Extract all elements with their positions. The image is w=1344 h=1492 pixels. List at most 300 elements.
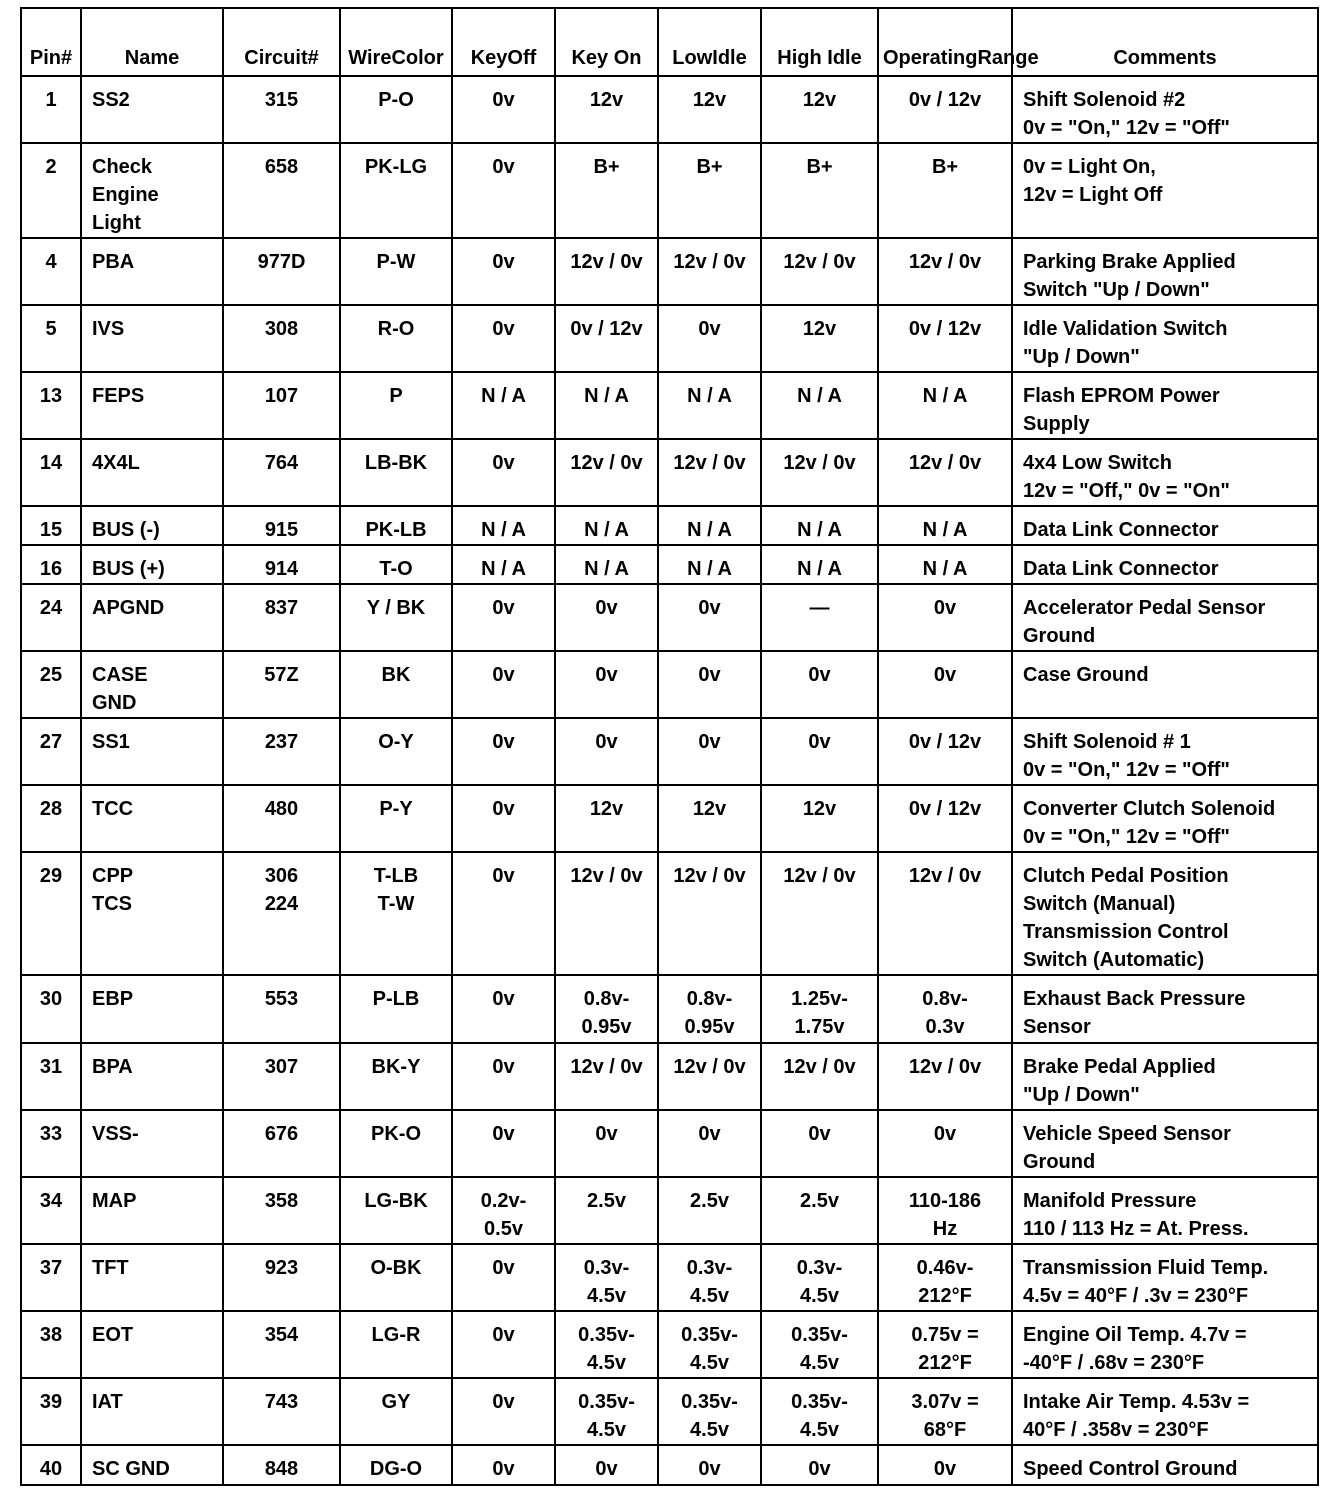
cell-comments xyxy=(1012,545,1318,584)
cell-pin: 39 xyxy=(21,1378,81,1445)
table-row xyxy=(21,305,1318,372)
cell-low-idle xyxy=(658,1311,761,1378)
cell-high-idle-line: — xyxy=(809,597,830,619)
cell-key-on xyxy=(555,1378,658,1445)
cell-key-on-line: 0.95v xyxy=(581,1016,632,1038)
cell-low-idle-line: 0.3v- xyxy=(686,1257,733,1279)
cell-key-off-line: 0v xyxy=(492,798,515,820)
cell-pin: 29 xyxy=(21,852,81,975)
cell-operating-range-line: 0v xyxy=(933,1458,957,1480)
table-row xyxy=(21,975,1318,1043)
cell-key-on-line: 12v xyxy=(589,798,624,820)
cell-wire-color xyxy=(340,372,452,439)
cell-key-on-line: 4.5v xyxy=(587,1285,626,1307)
cell-comments-line: Switch "Up / Down" xyxy=(1023,279,1210,301)
cell-operating-range-line: 68°F xyxy=(923,1419,967,1441)
cell-circuit-line: 354 xyxy=(264,1324,299,1346)
cell-key-on-line: N / A xyxy=(584,558,629,580)
cell-circuit-line: 764 xyxy=(264,452,299,474)
cell-key-off-line: 0v xyxy=(492,1391,515,1413)
cell-comments xyxy=(1012,584,1318,651)
cell-operating-range xyxy=(878,1043,1012,1110)
cell-comments xyxy=(1012,439,1318,506)
table-row xyxy=(21,545,1318,584)
cell-high-idle xyxy=(761,76,878,143)
cell-comments-line: 40°F / .358v = 230°F xyxy=(1023,1419,1209,1441)
cell-wire-color xyxy=(340,439,452,506)
cell-wire-color xyxy=(340,1244,452,1311)
cell-circuit-line: 107 xyxy=(264,385,299,407)
cell-operating-range-line: 0v xyxy=(933,664,957,686)
cell-name xyxy=(81,1311,223,1378)
cell-high-idle xyxy=(761,718,878,785)
cell-key-off-line: 0.5v xyxy=(484,1218,523,1240)
cell-key-on-line: 12v xyxy=(589,89,624,111)
cell-key-on xyxy=(555,545,658,584)
cell-comments-line: "Up / Down" xyxy=(1023,1084,1140,1106)
cell-key-off xyxy=(452,1445,555,1485)
cell-key-on-line: 12v / 0v xyxy=(570,452,643,474)
cell-circuit-line: 308 xyxy=(264,318,299,340)
cell-comments-line: "Up / Down" xyxy=(1023,346,1140,368)
cell-high-idle-line: 0v xyxy=(808,731,831,753)
cell-operating-range-line: 12v / 0v xyxy=(908,452,982,474)
cell-comments xyxy=(1012,506,1318,545)
cell-wire-color-line: BK xyxy=(381,664,411,686)
cell-operating-range-line: 0.3v xyxy=(925,1016,965,1038)
table-row xyxy=(21,651,1318,718)
cell-operating-range xyxy=(878,1378,1012,1445)
cell-key-on-line: N / A xyxy=(584,385,629,407)
cell-name-line: SS1 xyxy=(92,731,130,753)
header-pin: Pin# xyxy=(21,8,81,76)
table-row xyxy=(21,1177,1318,1244)
cell-key-off xyxy=(452,506,555,545)
cell-pin: 24 xyxy=(21,584,81,651)
cell-key-on-line: 12v / 0v xyxy=(570,251,643,273)
cell-operating-range-line: 0v xyxy=(933,1123,957,1145)
cell-circuit-line: 977D xyxy=(257,251,306,273)
cell-low-idle-line: 0.35v- xyxy=(681,1324,738,1346)
cell-low-idle-line: 4.5v xyxy=(690,1285,729,1307)
cell-key-on xyxy=(555,584,658,651)
cell-circuit xyxy=(223,975,340,1043)
cell-comments xyxy=(1012,1445,1318,1485)
cell-key-on xyxy=(555,1177,658,1244)
cell-operating-range-line: N / A xyxy=(922,385,968,407)
cell-name xyxy=(81,143,223,238)
cell-pin: 28 xyxy=(21,785,81,852)
cell-wire-color-line: P-Y xyxy=(379,798,413,820)
cell-key-off xyxy=(452,545,555,584)
cell-circuit-line: 480 xyxy=(264,798,299,820)
cell-comments-line: Data Link Connector xyxy=(1023,519,1219,541)
cell-comments xyxy=(1012,1177,1318,1244)
cell-low-idle-line: 12v xyxy=(692,798,727,820)
cell-operating-range-line: 12v / 0v xyxy=(908,251,982,273)
cell-circuit-line: 315 xyxy=(264,89,299,111)
cell-comments-line: 0v = "On," 12v = "Off" xyxy=(1023,117,1230,139)
cell-circuit-line: 676 xyxy=(264,1123,299,1145)
cell-pin: 34 xyxy=(21,1177,81,1244)
cell-wire-color-line: GY xyxy=(381,1391,411,1413)
cell-circuit-line: 307 xyxy=(264,1056,299,1078)
cell-low-idle xyxy=(658,1445,761,1485)
cell-low-idle xyxy=(658,439,761,506)
cell-low-idle-line: N / A xyxy=(687,385,732,407)
cell-key-off-line: 0v xyxy=(492,89,515,111)
cell-key-on-line: 4.5v xyxy=(587,1419,626,1441)
cell-comments-line: Flash EPROM Power xyxy=(1023,385,1220,407)
cell-operating-range-line: N / A xyxy=(922,558,968,580)
cell-key-on xyxy=(555,1311,658,1378)
cell-high-idle-line: 1.25v- xyxy=(791,988,848,1010)
cell-name xyxy=(81,651,223,718)
cell-circuit xyxy=(223,143,340,238)
cell-high-idle-line: 12v / 0v xyxy=(783,452,856,474)
cell-pin: 31 xyxy=(21,1043,81,1110)
cell-low-idle xyxy=(658,1378,761,1445)
cell-key-off xyxy=(452,372,555,439)
cell-wire-color xyxy=(340,1043,452,1110)
cell-key-off xyxy=(452,143,555,238)
cell-low-idle-line: N / A xyxy=(687,519,732,541)
cell-high-idle-line: 0.35v- xyxy=(791,1324,848,1346)
cell-comments xyxy=(1012,651,1318,718)
cell-circuit xyxy=(223,1110,340,1177)
cell-high-idle-line: 4.5v xyxy=(800,1419,839,1441)
cell-high-idle-line: B+ xyxy=(806,156,833,178)
cell-operating-range xyxy=(878,1177,1012,1244)
cell-low-idle xyxy=(658,718,761,785)
cell-high-idle-line: N / A xyxy=(797,519,842,541)
cell-circuit-line: 237 xyxy=(264,731,299,753)
cell-key-off-line: 0v xyxy=(492,318,515,340)
cell-comments-line: Accelerator Pedal Sensor xyxy=(1023,597,1266,619)
cell-low-idle xyxy=(658,975,761,1043)
cell-comments xyxy=(1012,1043,1318,1110)
cell-name-line: PBA xyxy=(92,251,135,273)
cell-name xyxy=(81,1445,223,1485)
cell-circuit-line: 358 xyxy=(264,1190,299,1212)
cell-comments-line: Converter Clutch Solenoid xyxy=(1023,798,1276,820)
cell-operating-range xyxy=(878,372,1012,439)
cell-operating-range xyxy=(878,718,1012,785)
cell-key-on-line: 12v / 0v xyxy=(570,1056,643,1078)
cell-comments-line: Case Ground xyxy=(1023,664,1149,686)
cell-circuit xyxy=(223,545,340,584)
cell-circuit-line: 923 xyxy=(264,1257,299,1279)
cell-key-on-line: 0.35v- xyxy=(578,1324,635,1346)
cell-operating-range xyxy=(878,76,1012,143)
cell-pin: 1 xyxy=(21,76,81,143)
cell-circuit xyxy=(223,439,340,506)
cell-name-line: BUS (+) xyxy=(92,558,165,580)
cell-high-idle xyxy=(761,1311,878,1378)
cell-high-idle xyxy=(761,852,878,975)
cell-low-idle xyxy=(658,1043,761,1110)
cell-operating-range xyxy=(878,975,1012,1043)
cell-high-idle-line: 0v xyxy=(808,664,831,686)
cell-high-idle-line: 0.35v- xyxy=(791,1391,848,1413)
cell-key-off-line: 0v xyxy=(492,1056,515,1078)
cell-low-idle xyxy=(658,372,761,439)
cell-high-idle xyxy=(761,975,878,1043)
cell-low-idle xyxy=(658,545,761,584)
cell-wire-color xyxy=(340,852,452,975)
cell-name-line: TCS xyxy=(92,893,132,915)
cell-low-idle-line: 4.5v xyxy=(690,1419,729,1441)
cell-key-off-line: 0v xyxy=(492,251,515,273)
cell-wire-color xyxy=(340,785,452,852)
cell-circuit xyxy=(223,584,340,651)
cell-comments-line: Engine Oil Temp. 4.7v = xyxy=(1023,1324,1247,1346)
cell-wire-color-line: P-W xyxy=(376,251,416,273)
cell-operating-range-line: 0v / 12v xyxy=(908,318,982,340)
cell-low-idle xyxy=(658,852,761,975)
cell-low-idle-line: 0v xyxy=(698,1123,721,1145)
cell-operating-range xyxy=(878,785,1012,852)
cell-high-idle xyxy=(761,1244,878,1311)
cell-name-line: EBP xyxy=(92,988,134,1010)
cell-key-off xyxy=(452,305,555,372)
cell-name-line: Check xyxy=(92,156,153,178)
cell-low-idle-line: 0v xyxy=(698,731,721,753)
cell-wire-color-line: P-O xyxy=(378,89,414,111)
cell-high-idle-line: 0v xyxy=(808,1458,831,1480)
cell-key-off-line: N / A xyxy=(481,385,526,407)
cell-key-off xyxy=(452,1110,555,1177)
cell-high-idle xyxy=(761,305,878,372)
cell-comments-line: Manifold Pressure xyxy=(1023,1190,1197,1212)
cell-key-on xyxy=(555,439,658,506)
cell-key-on-line: 0v / 12v xyxy=(570,318,643,340)
cell-comments-line: 12v = Light Off xyxy=(1023,184,1163,206)
cell-circuit xyxy=(223,76,340,143)
cell-name-line: CASE xyxy=(92,664,148,686)
cell-circuit-line: 743 xyxy=(264,1391,299,1413)
header-name: Name xyxy=(81,8,223,76)
cell-key-off-line: 0v xyxy=(492,597,515,619)
cell-comments-line: Vehicle Speed Sensor xyxy=(1023,1123,1231,1145)
cell-name-line: BPA xyxy=(92,1056,133,1078)
cell-low-idle-line: 0.35v- xyxy=(681,1391,738,1413)
cell-key-on xyxy=(555,305,658,372)
cell-comments xyxy=(1012,305,1318,372)
cell-operating-range xyxy=(878,439,1012,506)
cell-name-line: CPP xyxy=(92,865,134,887)
cell-comments-line: Exhaust Back Pressure xyxy=(1023,988,1246,1010)
cell-wire-color xyxy=(340,545,452,584)
cell-wire-color-line: T-O xyxy=(379,558,413,580)
cell-comments xyxy=(1012,238,1318,305)
table-row xyxy=(21,1244,1318,1311)
cell-wire-color xyxy=(340,76,452,143)
cell-wire-color xyxy=(340,1445,452,1485)
header-high-idle: High Idle xyxy=(761,8,878,76)
cell-circuit xyxy=(223,1445,340,1485)
table-row xyxy=(21,584,1318,651)
cell-name-line: SC GND xyxy=(92,1458,170,1480)
cell-pin: 5 xyxy=(21,305,81,372)
cell-key-off-line: 0v xyxy=(492,1257,515,1279)
cell-low-idle xyxy=(658,143,761,238)
cell-high-idle-line: N / A xyxy=(797,558,842,580)
cell-wire-color xyxy=(340,305,452,372)
cell-comments xyxy=(1012,852,1318,975)
cell-key-off-line: 0.2v- xyxy=(480,1190,527,1212)
cell-operating-range xyxy=(878,1244,1012,1311)
cell-pin: 30 xyxy=(21,975,81,1043)
cell-name-line: TFT xyxy=(92,1257,129,1279)
cell-operating-range xyxy=(878,238,1012,305)
cell-low-idle xyxy=(658,238,761,305)
cell-comments-line: 110 / 113 Hz = At. Press. xyxy=(1023,1218,1249,1240)
cell-name-line: TCC xyxy=(92,798,134,820)
cell-name-line: SS2 xyxy=(92,89,130,111)
cell-high-idle-line: 0v xyxy=(808,1123,831,1145)
cell-comments-line: Clutch Pedal Position xyxy=(1023,865,1229,887)
cell-key-off xyxy=(452,76,555,143)
cell-name-line: GND xyxy=(92,692,137,714)
header-key-off: KeyOff xyxy=(452,8,555,76)
cell-name xyxy=(81,975,223,1043)
cell-low-idle-line: 12v xyxy=(692,89,727,111)
cell-low-idle xyxy=(658,1244,761,1311)
cell-operating-range-line: 0v / 12v xyxy=(908,89,982,111)
cell-low-idle xyxy=(658,305,761,372)
cell-name-line: VSS- xyxy=(92,1123,139,1145)
cell-comments-line: Shift Solenoid # 1 xyxy=(1023,731,1191,753)
cell-name xyxy=(81,372,223,439)
cell-high-idle-line: 12v / 0v xyxy=(783,1056,856,1078)
cell-low-idle-line: 12v / 0v xyxy=(673,452,746,474)
cell-comments-line: Switch (Automatic) xyxy=(1023,949,1205,971)
cell-key-off xyxy=(452,1311,555,1378)
cell-high-idle-line: N / A xyxy=(797,385,842,407)
cell-operating-range xyxy=(878,1311,1012,1378)
cell-high-idle xyxy=(761,584,878,651)
cell-high-idle-line: 2.5v xyxy=(800,1190,839,1212)
cell-high-idle xyxy=(761,1378,878,1445)
cell-key-on xyxy=(555,651,658,718)
cell-high-idle-line: 12v / 0v xyxy=(783,251,856,273)
header-operating-range: OperatingRange xyxy=(878,8,1012,76)
cell-key-off xyxy=(452,584,555,651)
cell-key-off-line: N / A xyxy=(481,519,526,541)
cell-pin: 37 xyxy=(21,1244,81,1311)
cell-low-idle-line: 0v xyxy=(698,664,721,686)
cell-name-line: BUS (-) xyxy=(92,519,160,541)
cell-low-idle-line: 4.5v xyxy=(690,1352,729,1374)
cell-high-idle-line: 12v xyxy=(802,318,837,340)
cell-high-idle xyxy=(761,238,878,305)
cell-low-idle-line: 2.5v xyxy=(690,1190,729,1212)
cell-key-off xyxy=(452,1043,555,1110)
cell-operating-range xyxy=(878,852,1012,975)
cell-low-idle-line: 12v / 0v xyxy=(673,1056,746,1078)
cell-circuit-line: 837 xyxy=(264,597,299,619)
cell-circuit xyxy=(223,785,340,852)
cell-operating-range-line: 12v / 0v xyxy=(908,1056,982,1078)
cell-comments xyxy=(1012,1110,1318,1177)
cell-comments-line: Data Link Connector xyxy=(1023,558,1219,580)
cell-comments-line: Speed Control Ground xyxy=(1023,1458,1238,1480)
cell-circuit-line: 915 xyxy=(264,519,299,541)
cell-wire-color xyxy=(340,238,452,305)
cell-key-off-line: 0v xyxy=(492,1123,515,1145)
cell-wire-color-line: LB-BK xyxy=(364,452,428,474)
cell-circuit-line: 57Z xyxy=(264,664,299,686)
cell-key-on-line: B+ xyxy=(593,156,620,178)
cell-circuit xyxy=(223,305,340,372)
cell-high-idle-line: 12v xyxy=(802,798,837,820)
cell-circuit xyxy=(223,1378,340,1445)
cell-wire-color xyxy=(340,1110,452,1177)
cell-high-idle-line: 1.75v xyxy=(794,1016,845,1038)
cell-key-off xyxy=(452,1177,555,1244)
cell-operating-range xyxy=(878,651,1012,718)
cell-circuit xyxy=(223,1177,340,1244)
cell-name-line: Engine xyxy=(92,184,159,206)
cell-name xyxy=(81,785,223,852)
cell-operating-range-line: Hz xyxy=(932,1218,958,1240)
table-row xyxy=(21,439,1318,506)
header-comments: Comments xyxy=(1012,8,1318,76)
cell-low-idle xyxy=(658,76,761,143)
cell-high-idle xyxy=(761,651,878,718)
cell-key-off xyxy=(452,852,555,975)
cell-key-on-line: N / A xyxy=(584,519,629,541)
cell-pin: 40 xyxy=(21,1445,81,1485)
cell-wire-color xyxy=(340,1378,452,1445)
cell-key-off-line: 0v xyxy=(492,731,515,753)
cell-comments-line: 0v = Light On, xyxy=(1023,156,1156,178)
cell-wire-color-line: Y / BK xyxy=(366,597,426,619)
cell-comments-line: Transmission Control xyxy=(1023,921,1229,943)
cell-low-idle xyxy=(658,1177,761,1244)
cell-wire-color-line: P xyxy=(389,385,403,407)
cell-pin: 25 xyxy=(21,651,81,718)
cell-wire-color xyxy=(340,975,452,1043)
table-row xyxy=(21,1043,1318,1110)
cell-low-idle xyxy=(658,785,761,852)
cell-key-on xyxy=(555,718,658,785)
cell-key-on xyxy=(555,372,658,439)
cell-wire-color xyxy=(340,1311,452,1378)
cell-wire-color-line: LG-BK xyxy=(364,1190,428,1212)
cell-name-line: IAT xyxy=(92,1391,123,1413)
cell-comments-line: Switch (Manual) xyxy=(1023,893,1176,915)
cell-key-off xyxy=(452,975,555,1043)
cell-low-idle xyxy=(658,584,761,651)
cell-name xyxy=(81,1244,223,1311)
header-row xyxy=(21,8,1318,76)
cell-key-on xyxy=(555,506,658,545)
cell-operating-range xyxy=(878,584,1012,651)
cell-key-off-line: 0v xyxy=(492,452,515,474)
cell-key-on-line: 12v / 0v xyxy=(570,865,643,887)
cell-wire-color-line: PK-LB xyxy=(365,519,427,541)
cell-comments-line: 4.5v = 40°F / .3v = 230°F xyxy=(1023,1285,1249,1307)
cell-comments xyxy=(1012,1244,1318,1311)
cell-wire-color-line: O-Y xyxy=(378,731,414,753)
cell-key-off-line: 0v xyxy=(492,156,515,178)
header-circuit: Circuit# xyxy=(223,8,340,76)
cell-circuit-line: 224 xyxy=(264,893,299,915)
cell-circuit xyxy=(223,1043,340,1110)
cell-wire-color xyxy=(340,1177,452,1244)
